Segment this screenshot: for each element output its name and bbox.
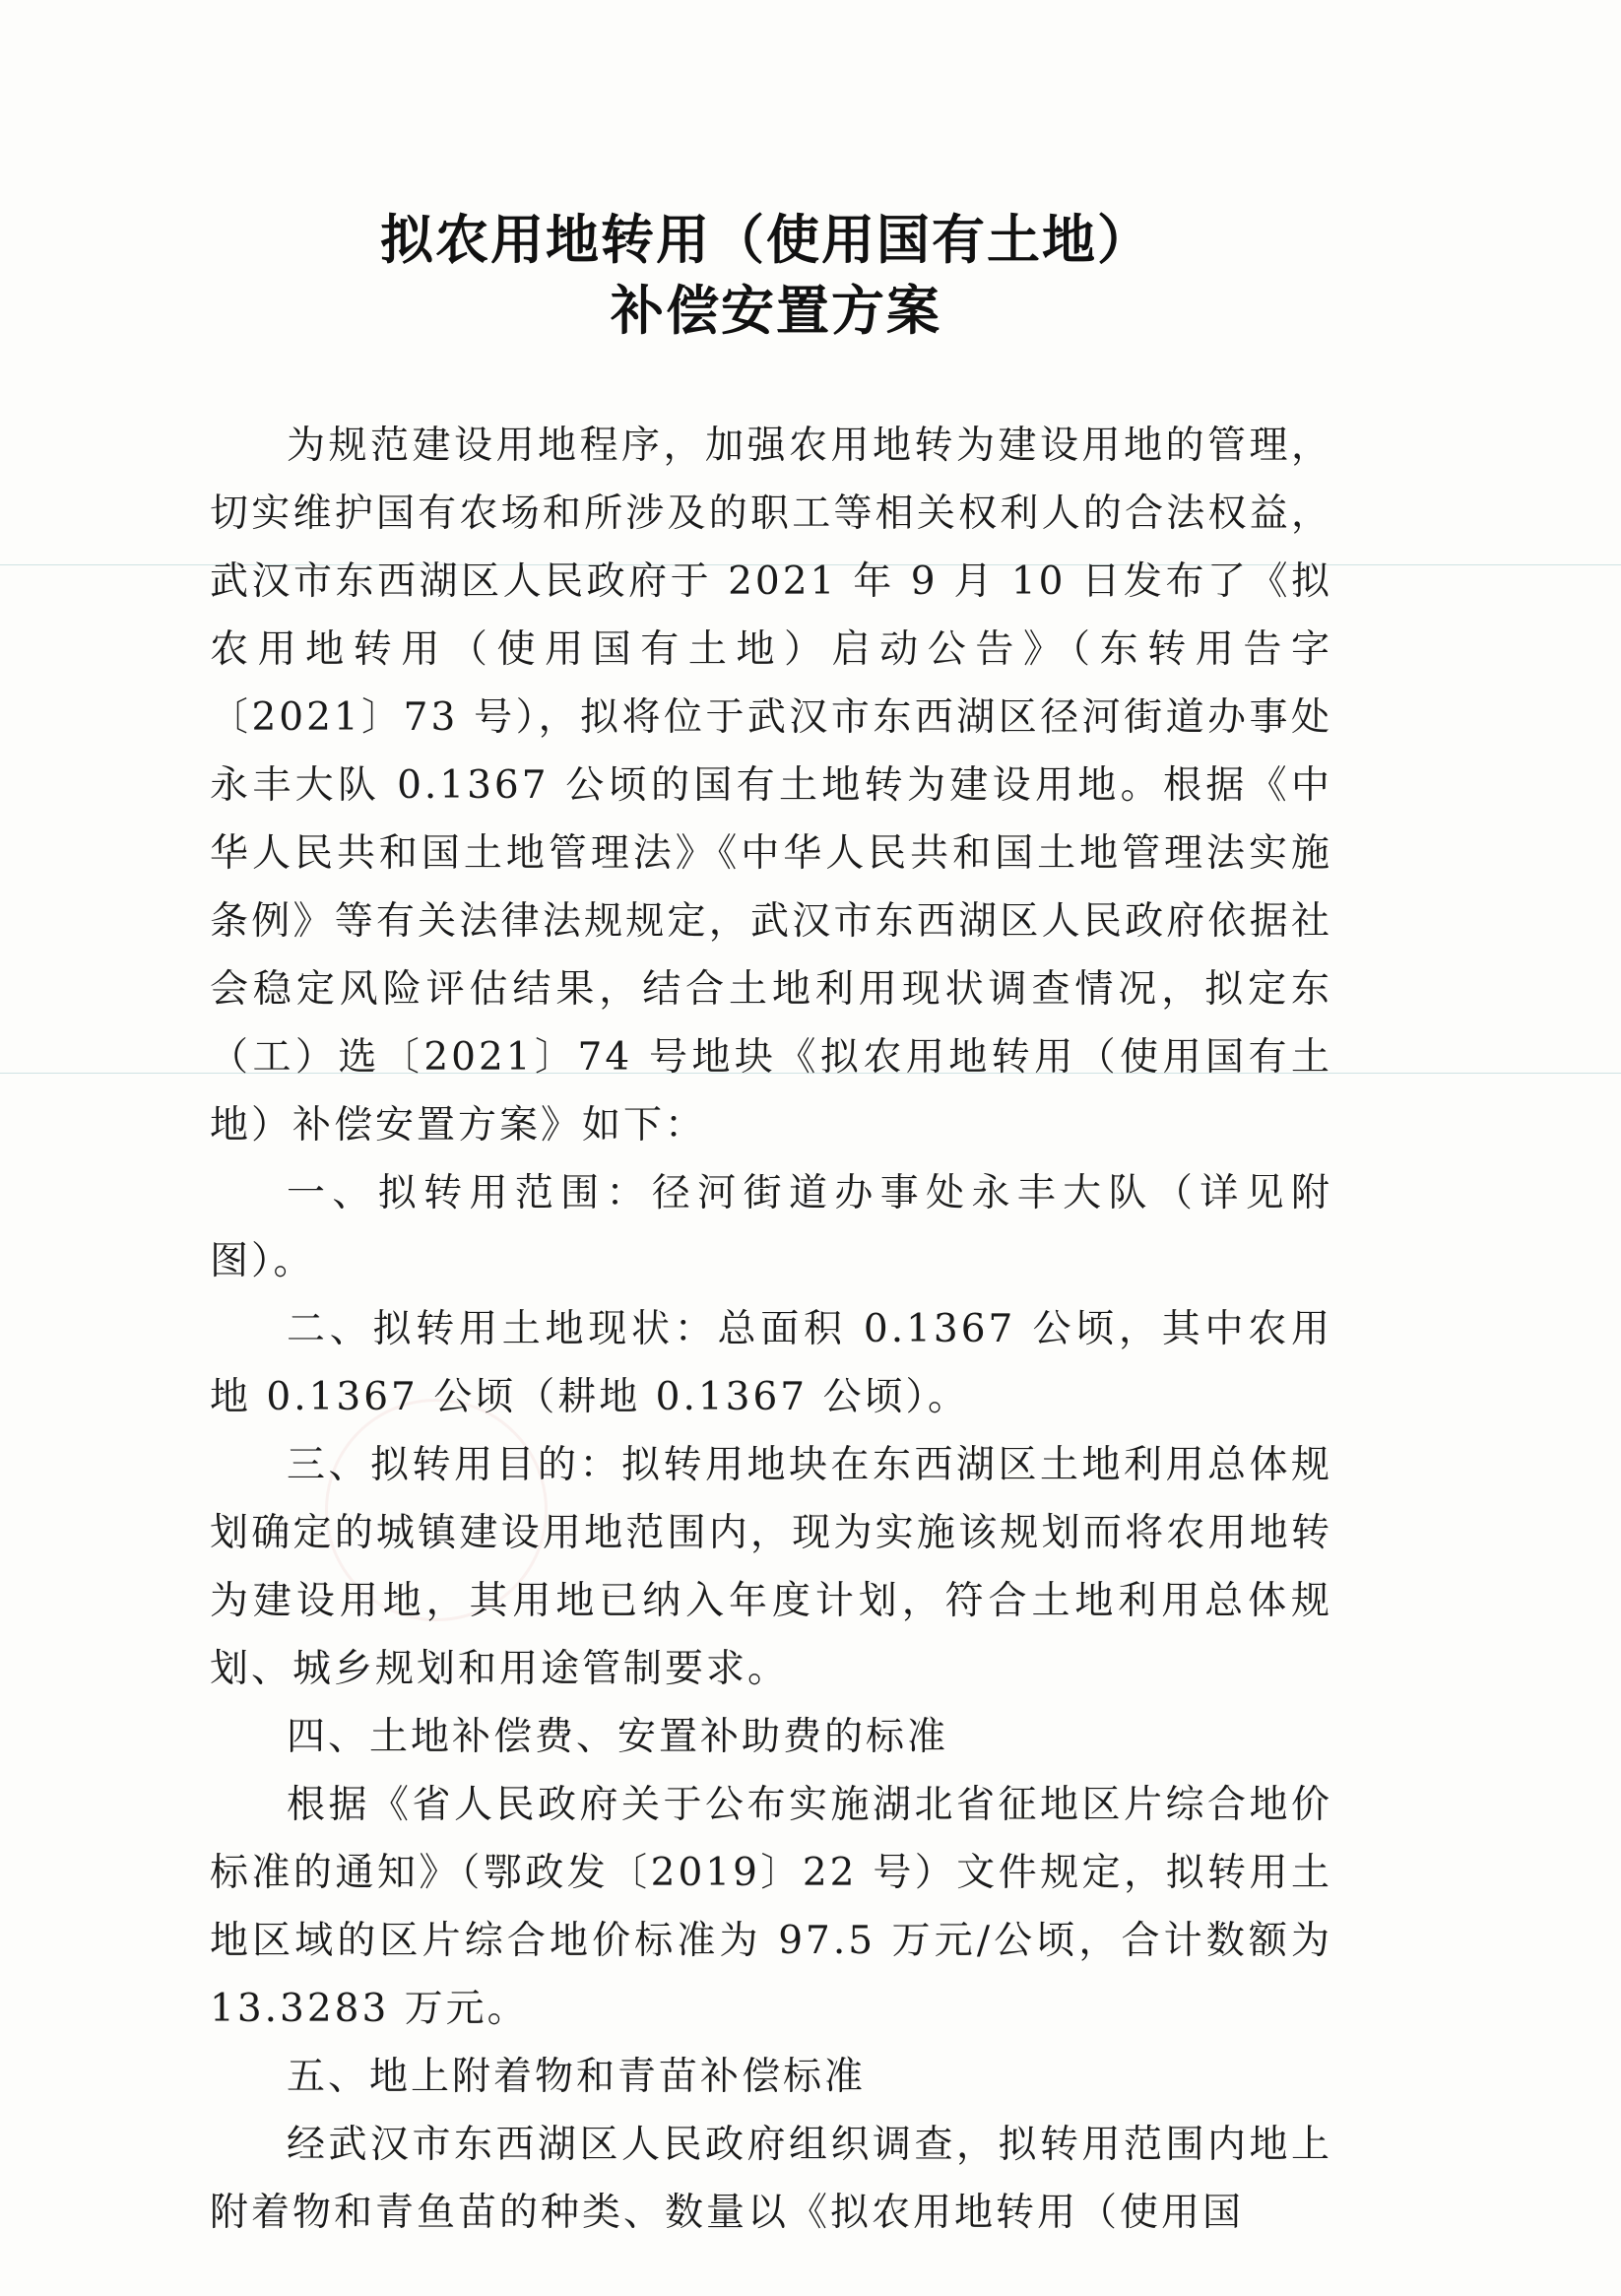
paragraph-section-5-body: 经武汉市东西湖区人民政府组织调查，拟转用范围内地上附着物和青鱼苗的种类、数量以《拟农用地转用（使用国 xyxy=(210,2123,1332,2235)
paragraph-intro: 为规范建设用地程序，加强农用地转为建设用地的管理，切实维护国有农场和所涉及的职工等相关权利人的合法权益，武汉市东西湖区人民政府于 2021 年 9 月 10 日发布了《拟农用地转用（使用国有土地）启动公告》（东转用告字〔2021〕73 号），拟将位于武汉市东西湖区径河街道办事处永丰大队 0.1367 公顷的国有土地转为建设用地。根据《中华人民共和国土地管理法》《中华人民共和国土地管理法实施条例》等有关法律法规规定，武汉市东西湖区人民政府依据社会稳定风险评估结果，结合土地利用现状调查情况，拟定东（工）选〔2021〕74 号地块《拟农用地转用（使用国有土地）补偿安置方案》如下： xyxy=(210,424,1332,1148)
paragraph-section-4-body: 根据《省人民政府关于公布实施湖北省征地区片综合地价标准的通知》（鄂政发〔2019〕22 号）文件规定，拟转用土地区域的区片综合地价标准为 97.5 万元/公顷，合计数额为 13.3283 万元。 xyxy=(210,1783,1332,2031)
heading-section-4: 四、土地补偿费、安置补助费的标准 xyxy=(287,1715,949,1759)
heading-section-5: 五、地上附着物和青苗补偿标准 xyxy=(287,2055,867,2099)
document-title-line-2: 补偿安置方案 xyxy=(611,280,941,342)
paragraph-section-2: 二、拟转用土地现状：总面积 0.1367 公顷，其中农用地 0.1367 公顷（耕地 0.1367 公顷）。 xyxy=(210,1307,1332,1419)
paragraph-section-1: 一、拟转用范围：径河街道办事处永丰大队（详见附图）。 xyxy=(210,1171,1332,1283)
document-body xyxy=(210,412,1332,2247)
document-title-line-1: 拟农用地转用（使用国有土地） xyxy=(380,209,1152,271)
paragraph-section-3: 三、拟转用目的：拟转用地块在东西湖区土地利用总体规划确定的城镇建设用地范围内，现为实施该规划而将农用地转为建设用地，其用地已纳入年度计划，符合土地利用总体规划、城乡规划和用途管制要求。 xyxy=(210,1443,1332,1691)
